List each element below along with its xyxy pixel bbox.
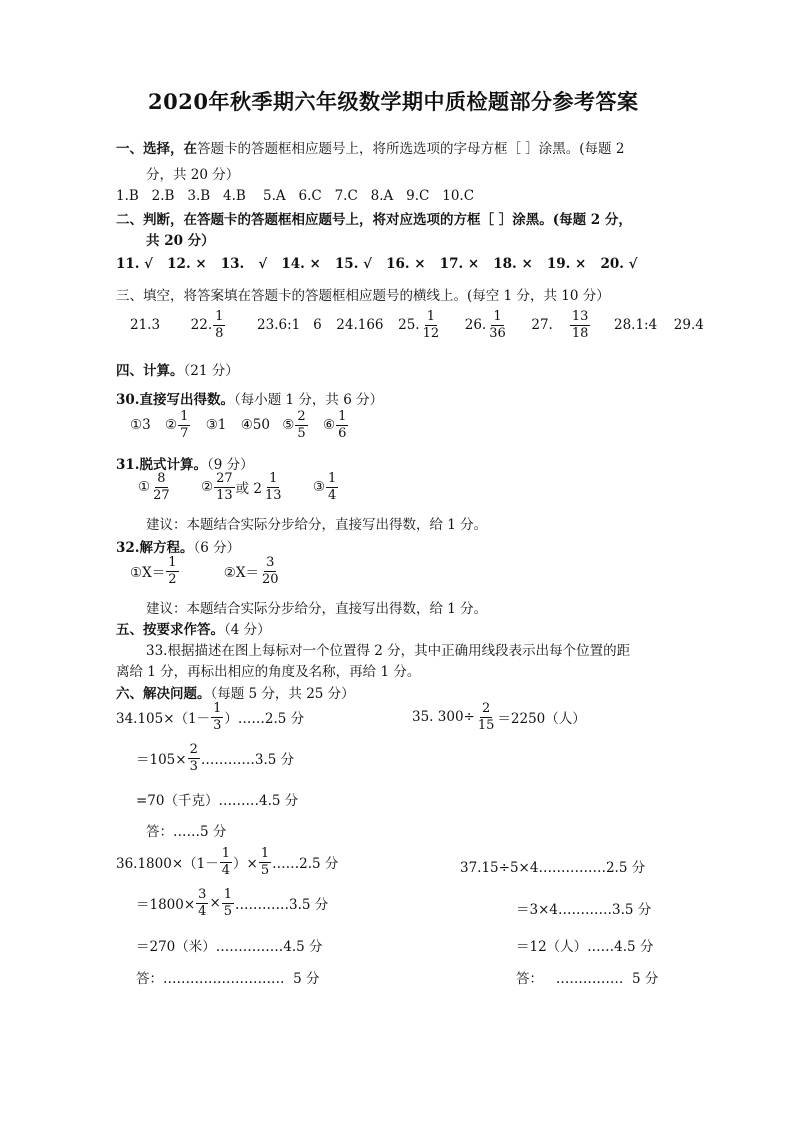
question-36-line2: ＝1800× $\frac{3}{4}$ × $\frac{1}{5}$ …………3.5 分: [136, 887, 329, 919]
answer-29: 29.4: [673, 317, 704, 334]
answer-21: 21.3: [130, 317, 161, 334]
answer-25-fraction: $\frac{1}{12}$: [422, 309, 440, 341]
section-2-answers: 11. √ 12. × 13. √ 14. × 15. √ 16. × 17. × 18. × 19. × 20. √: [116, 256, 638, 272]
question-37-line3: ＝12（人）……4.5 分: [516, 939, 654, 955]
question-34-line1: 34.105×（1－ $\frac{1}{3}$ ）……2.5 分: [116, 701, 305, 733]
question-32-answers: ①X＝ $\frac{1}{2}$ ②X＝ $\frac{3}{20}$: [130, 555, 279, 587]
section-4-heading: 四、计算。（21 分）: [116, 363, 239, 379]
answer-27-fraction: $\frac{13}{18}$: [571, 309, 589, 341]
question-37-line4: 答： …………… 5 分: [516, 971, 659, 987]
question-36-line1: 36.1800×（1－ $\frac{1}{4}$ ）× $\frac{1}{5}$ ……2.5 分: [116, 846, 339, 878]
section-2-heading: 二、判断，在答题卡的答题框相应题号上，将对应选项的方框［ ］涂黑。(每题 2 分，: [116, 212, 632, 228]
question-37-line2: ＝3×4…………3.5 分: [516, 902, 652, 918]
question-34-line2: ＝105× $\frac{2}{3}$ …………3.5 分: [136, 742, 295, 774]
answer-23: 23.6:1 6: [257, 317, 322, 334]
question-31-heading: 31.脱式计算。（9 分）: [116, 457, 254, 473]
question-37-line1: 37.15÷5×4……………2.5 分: [460, 860, 646, 876]
question-33-line2: 离给 1 分，再标出相应的角度及名称，再给 1 分。: [116, 664, 421, 680]
question-31-answers: ① $\frac{8}{27}$ ② $\frac{27}{13}$ 或 2 $\frac{1}{13}$ ③ $\frac{1}{4}$: [138, 471, 337, 503]
question-32-heading: 32.解方程。（6 分）: [116, 540, 241, 556]
question-36-line4: 答：……………………… 5 分: [136, 971, 320, 987]
section-6-heading: 六、解决问题。（每题 5 分，共 25 分）: [116, 686, 355, 702]
question-33-line1: 33.根据描述在图上每标对一个位置得 2 分，其中正确用线段表示出每个位置的距: [146, 643, 631, 659]
question-36-line3: ＝270（米）……………4.5 分: [136, 939, 323, 955]
question-31-note: 建议：本题结合实际分步给分，直接写出得数，给 1 分。: [146, 517, 488, 533]
question-34-line3: =70（千克）………4.5 分: [136, 793, 299, 809]
answer-26-label: 26.: [464, 317, 487, 334]
answer-24: 24.166: [336, 317, 384, 334]
section-3-heading: 三、填空，将答案填在答题卡的答题框相应题号的横线上。(每空 1 分，共 10 分）: [116, 288, 610, 304]
question-34-line4: 答：……5 分: [146, 824, 227, 840]
question-30-heading: 30.直接写出得数。（每小题 1 分，共 6 分）: [116, 392, 384, 408]
answer-28: 28.1:4: [614, 317, 658, 334]
section-1-heading-text: 答题卡的答题框相应题号上，将所选选项的字母方框［ ］涂黑。(每题 2: [197, 141, 625, 157]
answer-25-label: 25.: [398, 317, 420, 334]
question-30-answers: ①3 ② $\frac{1}{7}$ ③1 ④50 ⑤ $\frac{2}{5}$ ⑥ $\frac{1}{6}$: [130, 409, 347, 441]
section-3-answers: [130, 310, 704, 340]
section-1-heading-bold: 一、选择，在: [116, 141, 197, 157]
section-2-heading-line2: 共 20 分）: [146, 233, 215, 249]
answer-27-label: 27.: [531, 317, 553, 334]
answer-26-fraction: $\frac{1}{36}$: [489, 309, 506, 341]
page-title: 2020年秋季期六年级数学期中质检题部分参考答案: [148, 89, 639, 114]
section-1-heading: [116, 137, 624, 157]
section-1-heading-line2: 分，共 20 分）: [146, 167, 240, 183]
question-32-note: 建议：本题结合实际分步给分，直接写出得数，给 1 分。: [146, 601, 488, 617]
section-1-answers: 1.B 2.B 3.B 4.B 5.A 6.C 7.C 8.A 9.C 10.C: [116, 188, 475, 204]
answer-22-fraction: $\frac{1}{8}$: [215, 309, 224, 341]
answer-22-label: 22.: [190, 317, 213, 334]
question-35-line1: 35. 300÷ $\frac{2}{15}$ ＝2250（人）: [412, 701, 586, 733]
section-5-heading: 五、按要求作答。（4 分）: [116, 622, 271, 638]
